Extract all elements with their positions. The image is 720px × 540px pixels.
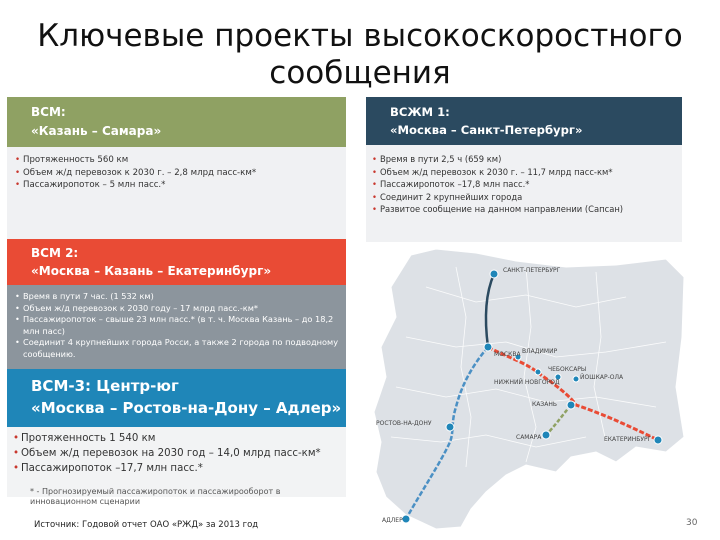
bullet-list <box>7 147 346 192</box>
source-note: Источник: Годовой отчет ОАО «РЖД» за 2013 год <box>34 520 259 530</box>
city-label: САНКТ-ПЕТЕРБУРГ <box>503 267 561 274</box>
city-dot <box>654 436 662 444</box>
bullet-item: • Пассажиропоток – свыше 23 млн пасс.* (в т. ч. Москва Казань – до 18,2 млн пасс) <box>15 314 346 337</box>
city-dot <box>446 423 454 431</box>
bullet-item: • Пассажиропоток – 5 млн пасс.* <box>15 179 346 192</box>
city-label: АДЛЕР <box>382 517 403 524</box>
bullet-item: • Пассажиропоток –17,8 млн пасс.* <box>372 178 682 191</box>
bullet-item: • Объем ж/д перевозок к 2030 г. – 2,8 млрд пасс-км* <box>15 167 346 180</box>
panel-moscow-spb <box>366 97 682 242</box>
city-dot <box>484 343 492 351</box>
bullet-item: • Объем ж/д перевозок к 2030 г. – 11,7 млрд пасс-км* <box>372 166 682 179</box>
panel-title-line2: «Казань – Самара» <box>31 124 162 138</box>
city-dot <box>573 376 579 382</box>
panel-title-line1: ВСМ 2: <box>31 246 79 260</box>
panel-header <box>7 239 346 285</box>
bullet-item: • Развитое сообщение на данном направлении (Сапсан) <box>372 203 682 216</box>
land-shape <box>374 249 684 529</box>
bullet-item: • Протяженность 1 540 км <box>13 431 346 446</box>
city-label: ЙОШКАР-ОЛА <box>580 374 624 381</box>
bullet-item: • Соединит 2 крупнейших города <box>372 191 682 204</box>
footnote: * - Прогнозируемый пассажиропоток и пассажирооборот в инновационном сценарии <box>30 487 281 506</box>
panel-kazan-samara <box>7 97 346 241</box>
city-dot <box>402 515 410 523</box>
panel-title-line2: «Москва – Ростов-на-Дону – Адлер» <box>31 399 342 417</box>
city-label: САМАРА <box>516 434 542 441</box>
bullet-list <box>7 427 346 476</box>
panel-title-line2: «Москва – Казань – Екатеринбург» <box>31 264 272 278</box>
city-label: КАЗАНЬ <box>532 401 557 408</box>
bullet-item: • Протяженность 560 км <box>15 154 346 167</box>
page-number: 30 <box>686 518 698 528</box>
bullet-item: • Объем ж/д перевозок на 2030 год – 14,0 млрд пасс-км* <box>13 446 346 461</box>
bullet-item: • Соединит 4 крупнейших города Росси, а также 2 города по подводному сообщению. <box>15 337 346 360</box>
panel-moscow-kazan-ekb <box>7 239 346 369</box>
panel-title-line1: ВСЖМ 1: <box>390 105 450 119</box>
city-dot <box>490 270 498 278</box>
city-dot <box>567 401 575 409</box>
panel-title-line1: ВСМ: <box>31 105 66 119</box>
route-map <box>366 247 686 530</box>
slide-title: Ключевые проекты высокоскоростного сообщения <box>37 18 683 91</box>
city-label: НИЖНИЙ НОВГОРОД <box>494 379 560 386</box>
panel-title-line1: ВСМ-3: Центр-юг <box>31 377 179 395</box>
bullet-list <box>7 285 346 360</box>
city-dot <box>542 431 550 439</box>
panel-header <box>7 97 346 147</box>
bullet-item: • Время в пути 2,5 ч (659 км) <box>372 153 682 166</box>
bullet-item: • Время в пути 7 час. (1 532 км) <box>15 291 346 303</box>
city-dot <box>535 369 541 375</box>
city-label: ЕКАТЕРИНБУРГ <box>604 436 652 443</box>
city-label: ЧЕБОКСАРЫ <box>548 366 587 373</box>
bullet-list <box>366 145 682 216</box>
city-label: МОСКВА <box>494 351 521 358</box>
city-label: ВЛАДИМИР <box>522 348 558 355</box>
panel-header <box>7 369 346 427</box>
bullet-item: • Пассажиропоток –17,7 млн пасс.* <box>13 461 346 476</box>
bullet-item: • Объем ж/д перевозок к 2030 году – 17 млрд пасс.-км* <box>15 303 346 315</box>
panel-header <box>366 97 682 145</box>
panel-title-line2: «Москва – Санкт-Петербург» <box>390 123 583 137</box>
map-svg <box>366 247 686 530</box>
panel-moscow-rostov-adler <box>7 369 346 497</box>
city-label: РОСТОВ-НА-ДОНУ <box>376 420 432 427</box>
